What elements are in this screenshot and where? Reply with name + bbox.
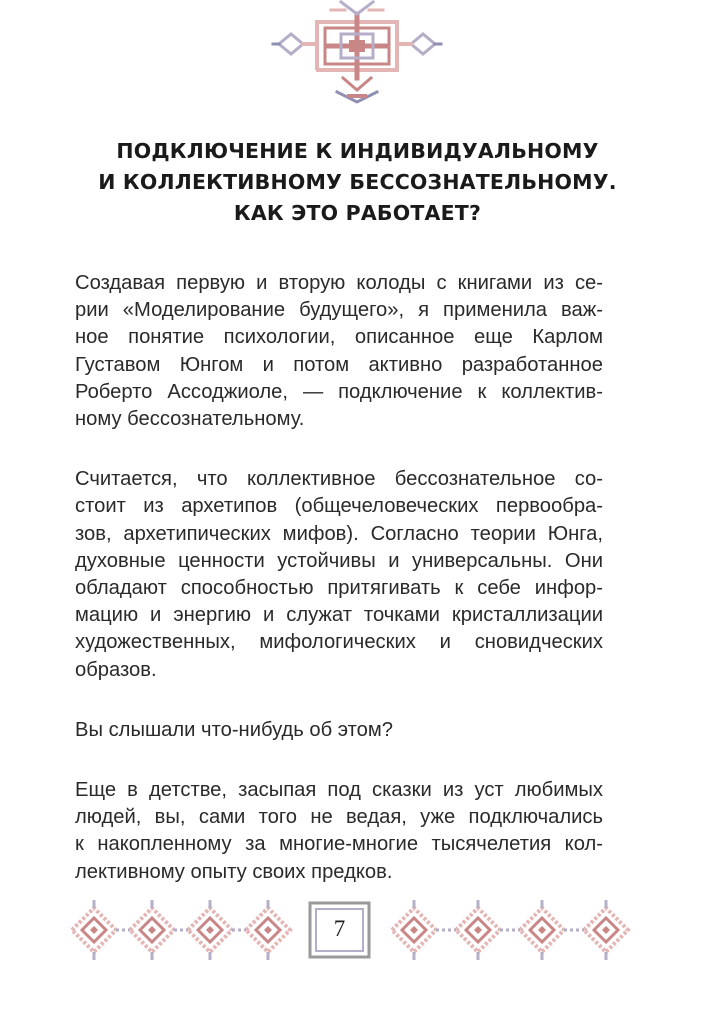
heading-line: ПОДКЛЮЧЕНИЕ К ИНДИВИДУАЛЬНОМУ <box>116 139 599 163</box>
paragraph <box>75 466 603 684</box>
text-line: ному бессознательному. <box>75 408 305 431</box>
text-line: людей, вы, сами того не ведая, уже подключались <box>75 806 603 829</box>
text-line: Считается, что коллективное бессознательное со- <box>75 468 603 491</box>
text-line: лективному опыту своих предков. <box>75 860 393 883</box>
text-line: Вы слышали что-нибудь об этом? <box>75 718 394 741</box>
text-line: образов. <box>75 658 157 681</box>
text-line: Еще в детстве, засыпая под сказки из уст любимых <box>75 779 603 802</box>
paragraph <box>75 717 603 744</box>
text-line: духовные ценности устойчивы и универсальны. Они <box>75 549 603 572</box>
text-line: Роберто Ассоджиоле, — подключение к коллектив- <box>75 380 603 403</box>
page-number: 7 <box>333 916 346 941</box>
text-line: художественных, мифологических и сновидческих <box>75 631 603 654</box>
paragraph <box>75 270 603 433</box>
text-line: рии «Моделирование будущего», я применила важ- <box>75 299 603 322</box>
text-line: к накопленному за многие-многие тысячелетия кол- <box>75 833 603 856</box>
top-embroidery-ornament-icon <box>271 0 443 104</box>
text-line: Создавая первую и вторую колоды с книгами из се- <box>75 272 603 294</box>
bottom-right-ornament-icon <box>388 898 646 962</box>
chapter-heading <box>60 136 655 229</box>
paragraph <box>75 777 603 886</box>
text-line: мацию и энергию и служат точками кристаллизации <box>75 604 603 627</box>
bottom-left-ornament-icon <box>68 898 296 962</box>
text-line: зов, архетипических мифов). Согласно теории Юнга, <box>75 522 603 545</box>
text-line: ное понятие психологии, описанное еще Карлом <box>75 326 603 349</box>
heading-line: И КОЛЛЕКТИВНОМУ БЕССОЗНАТЕЛЬНОМУ. <box>98 170 617 194</box>
text-line: Густавом Юнгом и потом активно разработанное <box>75 353 603 376</box>
text-line: стоит из архетипов (общечеловеческих первообра- <box>75 495 603 518</box>
body-text <box>75 270 603 919</box>
heading-line: КАК ЭТО РАБОТАЕТ? <box>233 201 482 225</box>
text-line: обладают способностью притягивать к себе инфор- <box>75 577 603 600</box>
